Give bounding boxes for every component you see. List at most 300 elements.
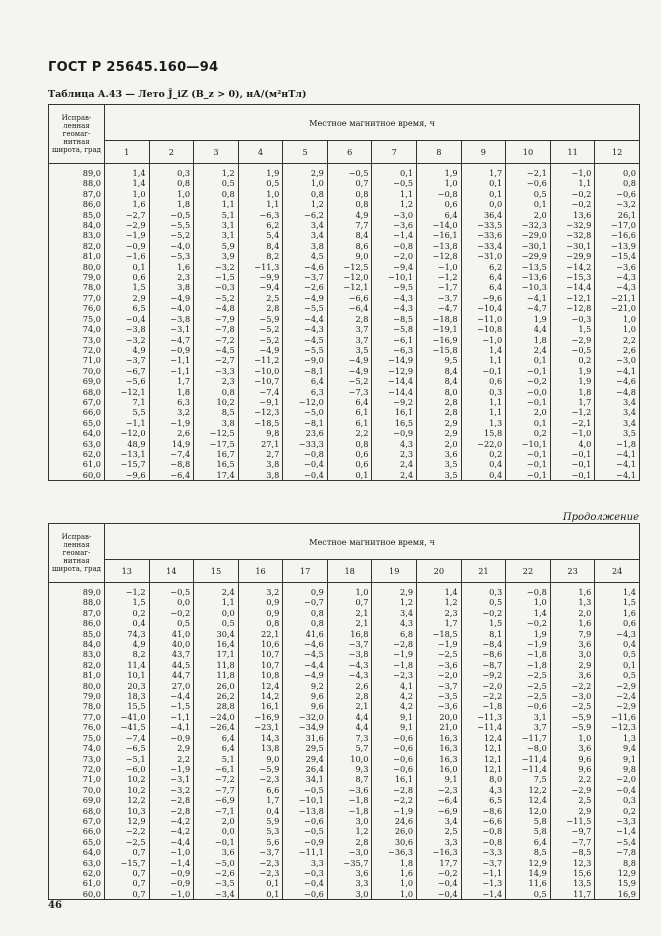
value-cell: −1,8 <box>506 660 551 670</box>
value-cell: −2,2 <box>105 826 150 836</box>
value-cell: −9,7 <box>550 826 595 836</box>
value-cell: −6,4 <box>327 303 372 313</box>
latitude-cell: 66,0 <box>49 407 105 417</box>
value-cell: 2,6 <box>595 345 640 355</box>
value-cell: −11,5 <box>550 816 595 826</box>
value-cell: −0,9 <box>149 868 194 878</box>
value-cell: −4,3 <box>327 660 372 670</box>
value-cell: 0,5 <box>194 178 239 188</box>
value-cell: 0,5 <box>238 178 283 188</box>
latitude-cell: 82,0 <box>49 241 105 251</box>
table-row <box>49 220 640 230</box>
value-cell: 12,4 <box>238 681 283 691</box>
value-cell: −15,7 <box>105 459 150 469</box>
value-cell: −30,1 <box>506 241 551 251</box>
value-cell: 2,9 <box>149 743 194 753</box>
hour-column-header: 2 <box>149 141 194 164</box>
value-cell: 8,4 <box>238 241 283 251</box>
value-cell: 1,0 <box>105 189 150 199</box>
value-cell: −0,5 <box>283 785 328 795</box>
value-cell: 26,1 <box>595 210 640 220</box>
value-cell: 0,1 <box>238 889 283 900</box>
value-cell: 3,2 <box>238 583 283 598</box>
value-cell: 7,1 <box>105 397 150 407</box>
value-cell: 27,0 <box>149 681 194 691</box>
value-cell: −14,9 <box>372 355 417 365</box>
value-cell: 1,7 <box>149 376 194 386</box>
table-row <box>49 418 640 428</box>
latitude-cell: 73,0 <box>49 335 105 345</box>
value-cell: 0,2 <box>506 428 551 438</box>
value-cell: −36,3 <box>372 847 417 857</box>
latitude-cell: 78,0 <box>49 701 105 711</box>
value-cell: 26,4 <box>283 764 328 774</box>
value-cell: −2,0 <box>372 251 417 261</box>
value-cell: 12,2 <box>105 795 150 805</box>
value-cell: 2,4 <box>506 345 551 355</box>
value-cell: −12,9 <box>372 366 417 376</box>
value-cell: 3,1 <box>506 712 551 722</box>
latitude-column-header: Исправ- ленная геомаг- нитная широта, град <box>49 524 105 583</box>
value-cell: −16,9 <box>417 335 462 345</box>
value-cell: 34,1 <box>283 774 328 784</box>
value-cell: −5,8 <box>372 324 417 334</box>
value-cell: 9,4 <box>595 743 640 753</box>
value-cell: −3,8 <box>105 324 150 334</box>
hour-column-header: 6 <box>327 141 372 164</box>
hour-column-header: 16 <box>238 560 283 583</box>
table-row <box>49 806 640 816</box>
table-row <box>49 449 640 459</box>
value-cell: 6,3 <box>283 387 328 397</box>
value-cell: −1,0 <box>550 428 595 438</box>
value-cell: 16,4 <box>194 639 239 649</box>
value-cell: −1,9 <box>372 649 417 659</box>
value-cell: 10,2 <box>105 774 150 784</box>
value-cell: 0,4 <box>461 470 506 481</box>
value-cell: 6,2 <box>238 220 283 230</box>
value-cell: 0,3 <box>595 795 640 805</box>
value-cell: 2,9 <box>550 660 595 670</box>
latitude-cell: 65,0 <box>49 418 105 428</box>
value-cell: −0,9 <box>105 241 150 251</box>
value-cell: 43,7 <box>149 649 194 659</box>
table-row <box>49 199 640 209</box>
value-cell: 3,8 <box>283 241 328 251</box>
table-row <box>49 251 640 261</box>
value-cell: −6,9 <box>194 795 239 805</box>
value-cell: −15,3 <box>550 272 595 282</box>
value-cell: −3,8 <box>149 314 194 324</box>
value-cell: 41,0 <box>149 629 194 639</box>
value-cell: −0,6 <box>372 754 417 764</box>
value-cell: −3,1 <box>149 324 194 334</box>
value-cell: 0,1 <box>327 470 372 481</box>
value-cell: −2,5 <box>105 837 150 847</box>
value-cell: 0,0 <box>595 164 640 179</box>
latitude-cell: 64,0 <box>49 428 105 438</box>
value-cell: 5,9 <box>194 241 239 251</box>
hour-column-header: 10 <box>506 141 551 164</box>
value-cell: −4,9 <box>283 670 328 680</box>
value-cell: 8,8 <box>595 858 640 868</box>
latitude-cell: 77,0 <box>49 712 105 722</box>
value-cell: 24,6 <box>372 816 417 826</box>
table-row <box>49 428 640 438</box>
value-cell: −1,4 <box>461 889 506 900</box>
value-cell: 13,8 <box>238 743 283 753</box>
value-cell: 3,7 <box>327 335 372 345</box>
value-cell: 0,4 <box>238 806 283 816</box>
value-cell: 8,4 <box>327 230 372 240</box>
value-cell: 1,2 <box>194 164 239 179</box>
hour-column-header: 19 <box>372 560 417 583</box>
table-row <box>49 733 640 743</box>
value-cell: −9,4 <box>372 262 417 272</box>
value-cell: −7,2 <box>194 774 239 784</box>
value-cell: 3,7 <box>506 722 551 732</box>
value-cell: 0,1 <box>238 878 283 888</box>
value-cell: −2,9 <box>595 701 640 711</box>
value-cell: −0,9 <box>149 878 194 888</box>
value-cell: 0,5 <box>194 618 239 628</box>
value-cell: 2,9 <box>283 164 328 179</box>
value-cell: 74,3 <box>105 629 150 639</box>
value-cell: 8,0 <box>461 774 506 784</box>
value-cell: −0,3 <box>283 868 328 878</box>
value-cell: −4,3 <box>372 293 417 303</box>
value-cell: −3,0 <box>372 210 417 220</box>
value-cell: 1,2 <box>283 199 328 209</box>
value-cell: −1,8 <box>595 439 640 449</box>
time-group-header: Местное магнитное время, ч <box>105 524 640 560</box>
value-cell: 12,9 <box>595 868 640 878</box>
value-cell: −15,4 <box>595 251 640 261</box>
value-cell: 0,2 <box>461 449 506 459</box>
value-cell: −1,8 <box>327 795 372 805</box>
value-cell: −2,6 <box>194 868 239 878</box>
value-cell: 2,7 <box>238 449 283 459</box>
hour-column-header: 23 <box>550 560 595 583</box>
value-cell: −4,3 <box>283 324 328 334</box>
value-cell: −4,2 <box>149 826 194 836</box>
value-cell: −5,9 <box>550 712 595 722</box>
value-cell: −0,9 <box>372 428 417 438</box>
value-cell: −3,7 <box>327 639 372 649</box>
value-cell: −2,7 <box>194 355 239 365</box>
value-cell: −6,4 <box>149 470 194 481</box>
value-cell: −5,4 <box>595 837 640 847</box>
value-cell: −5,0 <box>283 407 328 417</box>
value-cell: 1,6 <box>550 583 595 598</box>
value-cell: −26,4 <box>194 722 239 732</box>
value-cell: −1,9 <box>506 639 551 649</box>
latitude-cell: 71,0 <box>49 774 105 784</box>
value-cell: −17,0 <box>595 220 640 230</box>
value-cell: 0,6 <box>327 459 372 469</box>
value-cell: 0,7 <box>105 847 150 857</box>
value-cell: −4,7 <box>506 303 551 313</box>
value-cell: −10,3 <box>506 282 551 292</box>
value-cell: −0,1 <box>550 459 595 469</box>
value-cell: 0,8 <box>327 199 372 209</box>
value-cell: 10,7 <box>238 660 283 670</box>
value-cell: 3,6 <box>550 639 595 649</box>
value-cell: −14,2 <box>550 262 595 272</box>
value-cell: −0,1 <box>550 470 595 481</box>
value-cell: −3,7 <box>283 272 328 282</box>
value-cell: −16,9 <box>238 712 283 722</box>
value-cell: −7,1 <box>194 806 239 816</box>
value-cell: 3,5 <box>595 428 640 438</box>
value-cell: −2,9 <box>550 785 595 795</box>
value-cell: −1,4 <box>372 230 417 240</box>
value-cell: 0,8 <box>595 178 640 188</box>
value-cell: 2,3 <box>149 272 194 282</box>
time-group-header: Местное магнитное время, ч <box>105 105 640 141</box>
value-cell: −9,5 <box>372 282 417 292</box>
latitude-cell: 86,0 <box>49 199 105 209</box>
value-cell: −4,5 <box>194 345 239 355</box>
value-cell: −0,2 <box>461 608 506 618</box>
value-cell: −0,3 <box>194 282 239 292</box>
hour-column-header: 8 <box>417 141 462 164</box>
value-cell: 4,9 <box>105 345 150 355</box>
value-cell: 0,5 <box>506 889 551 900</box>
value-cell: −3,7 <box>105 355 150 365</box>
value-cell: −14,4 <box>372 387 417 397</box>
latitude-cell: 75,0 <box>49 314 105 324</box>
value-cell: 23,6 <box>283 428 328 438</box>
value-cell: 1,4 <box>461 345 506 355</box>
value-cell: 12,3 <box>550 858 595 868</box>
value-cell: −8,1 <box>283 366 328 376</box>
value-cell: −11,4 <box>461 722 506 732</box>
value-cell: −11,7 <box>506 733 551 743</box>
value-cell: 1,1 <box>194 199 239 209</box>
value-cell: −2,0 <box>417 670 462 680</box>
value-cell: 1,6 <box>595 608 640 618</box>
table-row <box>49 345 640 355</box>
value-cell: 4,2 <box>372 691 417 701</box>
value-cell: 1,9 <box>506 629 551 639</box>
value-cell: −2,2 <box>372 795 417 805</box>
value-cell: 9,6 <box>550 764 595 774</box>
table-caption: Таблица А.43 — Лето Ĵ_iZ (B_z > 0), нА/(м²нТл) <box>48 89 307 100</box>
value-cell: −0,4 <box>283 470 328 481</box>
value-cell: 16,1 <box>238 701 283 711</box>
value-cell: −33,6 <box>461 230 506 240</box>
value-cell: 41,6 <box>283 629 328 639</box>
value-cell: 1,5 <box>550 324 595 334</box>
value-cell: −0,6 <box>372 733 417 743</box>
value-cell: −21,1 <box>595 293 640 303</box>
value-cell: 16,1 <box>372 407 417 417</box>
value-cell: 0,3 <box>149 164 194 179</box>
value-cell: 0,7 <box>327 178 372 188</box>
value-cell: 6,5 <box>105 303 150 313</box>
latitude-cell: 80,0 <box>49 262 105 272</box>
value-cell: 26,0 <box>372 826 417 836</box>
value-cell: 1,0 <box>149 189 194 199</box>
value-cell: 6,2 <box>461 262 506 272</box>
value-cell: 4,3 <box>372 439 417 449</box>
value-cell: 1,6 <box>372 868 417 878</box>
value-cell: −0,2 <box>550 199 595 209</box>
value-cell: 1,1 <box>238 199 283 209</box>
latitude-cell: 87,0 <box>49 608 105 618</box>
value-cell: −2,9 <box>105 220 150 230</box>
value-cell: 26,2 <box>194 691 239 701</box>
value-cell: −11,3 <box>461 712 506 722</box>
value-cell: −12,5 <box>194 428 239 438</box>
value-cell: 15,8 <box>461 428 506 438</box>
latitude-cell: 70,0 <box>49 366 105 376</box>
value-cell: 9,1 <box>372 722 417 732</box>
latitude-cell: 62,0 <box>49 868 105 878</box>
value-cell: −12,0 <box>327 272 372 282</box>
value-cell: 16,1 <box>372 774 417 784</box>
value-cell: 5,6 <box>238 837 283 847</box>
latitude-cell: 60,0 <box>49 470 105 481</box>
value-cell: 0,8 <box>149 178 194 188</box>
value-cell: 7,5 <box>506 774 551 784</box>
value-cell: −18,5 <box>417 629 462 639</box>
value-cell: −35,7 <box>327 858 372 868</box>
value-cell: −33,4 <box>461 241 506 251</box>
value-cell: 2,8 <box>417 407 462 417</box>
value-cell: 8,5 <box>194 407 239 417</box>
hour-column-header: 1 <box>105 141 150 164</box>
latitude-cell: 88,0 <box>49 597 105 607</box>
value-cell: 6,5 <box>461 795 506 805</box>
value-cell: 3,8 <box>194 418 239 428</box>
value-cell: 5,7 <box>327 743 372 753</box>
table-row <box>49 439 640 449</box>
value-cell: 0,3 <box>461 583 506 598</box>
table-row <box>49 743 640 753</box>
value-cell: 5,1 <box>194 210 239 220</box>
value-cell: −29,9 <box>506 251 551 261</box>
value-cell: 2,2 <box>550 774 595 784</box>
value-cell: −3,0 <box>595 355 640 365</box>
table-row <box>49 670 640 680</box>
value-cell: 3,1 <box>194 230 239 240</box>
value-cell: 3,0 <box>327 816 372 826</box>
value-cell: 1,7 <box>550 397 595 407</box>
value-cell: −1,9 <box>149 418 194 428</box>
latitude-cell: 89,0 <box>49 164 105 179</box>
value-cell: −6,0 <box>105 764 150 774</box>
value-cell: 10,8 <box>238 670 283 680</box>
table-row <box>49 335 640 345</box>
value-cell: 1,4 <box>417 583 462 598</box>
value-cell: 2,9 <box>105 293 150 303</box>
value-cell: 4,3 <box>461 785 506 795</box>
table-row <box>49 639 640 649</box>
value-cell: 0,1 <box>461 189 506 199</box>
value-cell: 14,3 <box>238 733 283 743</box>
value-cell: −0,1 <box>461 366 506 376</box>
value-cell: −2,0 <box>595 774 640 784</box>
value-cell: −33,5 <box>461 220 506 230</box>
value-cell: 0,6 <box>595 618 640 628</box>
value-cell: 9,0 <box>238 754 283 764</box>
value-cell: −14,4 <box>550 282 595 292</box>
value-cell: 0,5 <box>595 670 640 680</box>
value-cell: −4,3 <box>595 282 640 292</box>
value-cell: −0,1 <box>506 397 551 407</box>
value-cell: 1,8 <box>149 387 194 397</box>
value-cell: −8,7 <box>461 660 506 670</box>
value-cell: 0,7 <box>327 597 372 607</box>
value-cell: 6,3 <box>149 397 194 407</box>
value-cell: 0,4 <box>105 618 150 628</box>
latitude-cell: 81,0 <box>49 251 105 261</box>
table-row <box>49 189 640 199</box>
table-row <box>49 691 640 701</box>
value-cell: 6,1 <box>327 418 372 428</box>
value-cell: 1,6 <box>149 262 194 272</box>
value-cell: 8,2 <box>238 251 283 261</box>
value-cell: 10,2 <box>105 785 150 795</box>
value-cell: 1,8 <box>149 199 194 209</box>
value-cell: −1,9 <box>105 230 150 240</box>
value-cell: −11,3 <box>238 262 283 272</box>
value-cell: −2,3 <box>417 785 462 795</box>
value-cell: 12,2 <box>506 785 551 795</box>
value-cell: −2,2 <box>550 681 595 691</box>
value-cell: 0,8 <box>283 618 328 628</box>
value-cell: −0,1 <box>550 449 595 459</box>
table-row <box>49 459 640 469</box>
value-cell: −8,1 <box>283 418 328 428</box>
value-cell: 2,5 <box>417 826 462 836</box>
hour-column-header: 18 <box>327 560 372 583</box>
latitude-cell: 89,0 <box>49 583 105 598</box>
value-cell: 20,0 <box>417 712 462 722</box>
value-cell: 14,9 <box>149 439 194 449</box>
latitude-cell: 85,0 <box>49 210 105 220</box>
value-cell: 10,7 <box>238 649 283 659</box>
value-cell: 3,1 <box>194 220 239 230</box>
value-cell: −11,4 <box>506 764 551 774</box>
value-cell: 6,8 <box>372 629 417 639</box>
value-cell: −0,6 <box>506 701 551 711</box>
value-cell: −4,9 <box>283 293 328 303</box>
latitude-cell: 79,0 <box>49 691 105 701</box>
value-cell: −1,2 <box>417 272 462 282</box>
value-cell: 0,2 <box>595 806 640 816</box>
value-cell: 1,3 <box>595 733 640 743</box>
value-cell: −10,1 <box>372 272 417 282</box>
value-cell: −1,9 <box>417 639 462 649</box>
table-row <box>49 262 640 272</box>
latitude-cell: 79,0 <box>49 272 105 282</box>
value-cell: −1,9 <box>149 764 194 774</box>
table-row <box>49 324 640 334</box>
value-cell: 3,9 <box>194 251 239 261</box>
latitude-cell: 72,0 <box>49 764 105 774</box>
value-cell: −9,9 <box>238 272 283 282</box>
value-cell: −0,2 <box>550 189 595 199</box>
value-cell: −4,3 <box>595 629 640 639</box>
value-cell: −2,3 <box>238 858 283 868</box>
value-cell: −32,9 <box>550 220 595 230</box>
value-cell: 26,0 <box>194 681 239 691</box>
value-cell: 1,0 <box>238 189 283 199</box>
value-cell: 3,0 <box>550 649 595 659</box>
